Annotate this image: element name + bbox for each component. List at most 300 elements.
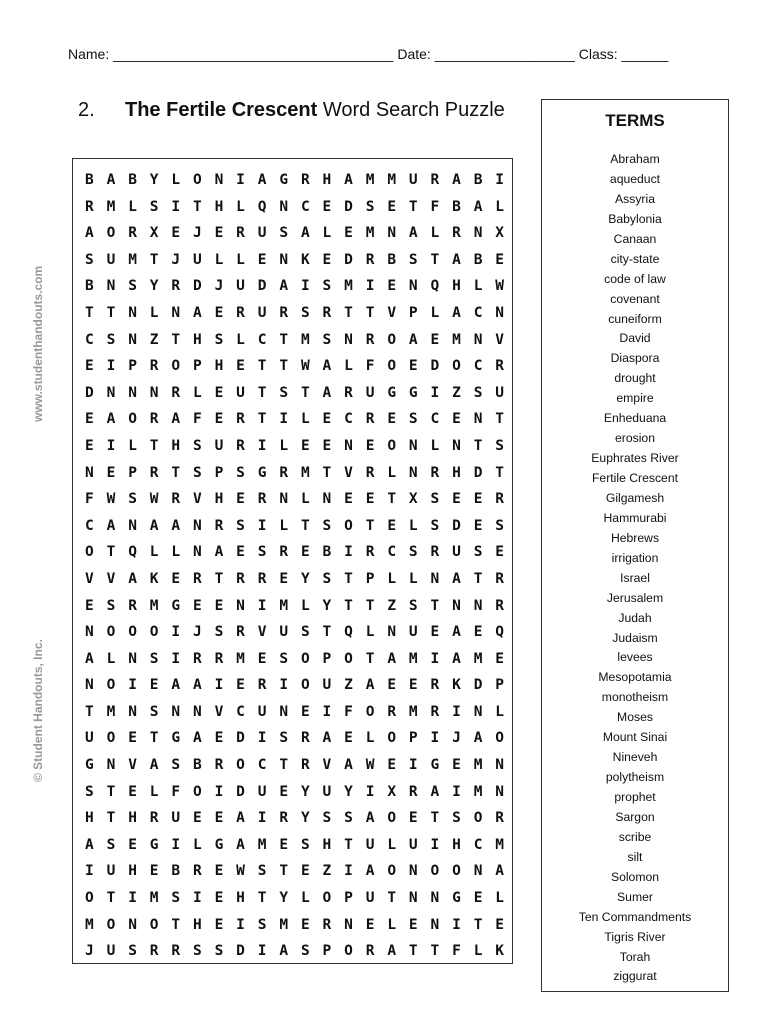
grid-letter[interactable]: T — [365, 517, 375, 534]
grid-letter[interactable]: R — [300, 172, 310, 188]
grid-letter[interactable]: T — [149, 251, 159, 268]
grid-letter[interactable]: P — [322, 650, 332, 667]
grid-letter[interactable]: T — [106, 890, 116, 907]
grid-letter[interactable]: H — [322, 836, 332, 853]
grid-letter[interactable]: F — [85, 491, 94, 508]
grid-letter[interactable]: C — [344, 411, 353, 428]
grid-letter[interactable]: S — [408, 251, 418, 268]
grid-letter[interactable]: E — [408, 810, 418, 827]
grid-letter[interactable]: Y — [149, 172, 159, 188]
grid-letter[interactable]: S — [408, 597, 418, 614]
grid-letter[interactable]: M — [300, 464, 310, 481]
grid-letter[interactable]: N — [430, 570, 440, 587]
grid-letter[interactable]: C — [387, 544, 397, 561]
grid-letter[interactable]: I — [365, 278, 375, 295]
grid-letter[interactable]: L — [387, 836, 397, 853]
grid-letter[interactable]: H — [128, 810, 137, 827]
grid-letter[interactable]: S — [192, 437, 202, 454]
grid-letter[interactable]: S — [430, 517, 440, 534]
grid-letter[interactable]: E — [322, 251, 332, 268]
grid-letter[interactable]: G — [149, 836, 159, 853]
grid-letter[interactable]: I — [257, 597, 267, 614]
grid-letter[interactable]: C — [257, 757, 267, 774]
grid-letter[interactable]: E — [214, 225, 224, 242]
grid-letter[interactable]: I — [106, 437, 116, 454]
grid-letter[interactable]: H — [192, 916, 202, 933]
grid-letter[interactable]: I — [128, 677, 137, 694]
grid-letter[interactable]: E — [452, 411, 461, 428]
grid-letter[interactable]: U — [408, 836, 418, 853]
grid-letter[interactable]: R — [430, 677, 440, 694]
grid-letter[interactable]: M — [85, 916, 94, 933]
grid-letter[interactable]: R — [300, 730, 310, 747]
grid-letter[interactable]: P — [322, 943, 332, 960]
grid-letter[interactable]: E — [408, 358, 418, 375]
grid-letter[interactable]: E — [257, 251, 267, 268]
grid-letter[interactable]: U — [279, 624, 289, 641]
grid-letter[interactable]: A — [85, 836, 94, 853]
grid-letter[interactable]: N — [408, 278, 418, 295]
grid-letter[interactable]: E — [495, 650, 505, 667]
grid-letter[interactable]: S — [236, 517, 245, 534]
grid-letter[interactable]: P — [365, 570, 375, 587]
grid-letter[interactable]: R — [495, 491, 505, 508]
grid-letter[interactable]: V — [192, 491, 202, 508]
grid-letter[interactable]: O — [106, 225, 116, 242]
grid-letter[interactable]: S — [257, 916, 267, 933]
grid-letter[interactable]: L — [128, 198, 137, 215]
grid-letter[interactable]: U — [106, 863, 116, 880]
grid-letter[interactable]: T — [387, 491, 397, 508]
grid-letter[interactable]: D — [452, 517, 461, 534]
grid-letter[interactable]: L — [430, 437, 440, 454]
grid-letter[interactable]: Y — [344, 783, 353, 800]
grid-letter[interactable]: R — [236, 570, 245, 587]
grid-letter[interactable]: E — [171, 225, 181, 242]
grid-letter[interactable]: N — [344, 437, 353, 454]
grid-letter[interactable]: A — [322, 384, 332, 401]
grid-letter[interactable]: E — [387, 198, 397, 215]
grid-letter[interactable]: I — [279, 677, 289, 694]
grid-letter[interactable]: E — [214, 810, 224, 827]
grid-letter[interactable]: N — [408, 464, 418, 481]
grid-letter[interactable]: N — [149, 384, 159, 401]
grid-letter[interactable]: T — [473, 437, 483, 454]
grid-letter[interactable]: N — [128, 650, 137, 667]
grid-letter[interactable]: M — [106, 198, 116, 215]
grid-letter[interactable]: U — [257, 783, 267, 800]
grid-letter[interactable]: E — [214, 304, 224, 321]
grid-letter[interactable]: L — [279, 437, 289, 454]
grid-letter[interactable]: M — [365, 172, 375, 188]
grid-letter[interactable]: T — [322, 624, 332, 641]
grid-letter[interactable]: S — [300, 304, 310, 321]
grid-letter[interactable]: B — [387, 251, 397, 268]
grid-letter[interactable]: I — [452, 703, 461, 720]
grid-letter[interactable]: A — [408, 331, 418, 348]
grid-letter[interactable]: R — [322, 304, 332, 321]
grid-letter[interactable]: N — [128, 304, 137, 321]
grid-letter[interactable]: E — [214, 863, 224, 880]
grid-letter[interactable]: L — [192, 836, 202, 853]
grid-letter[interactable]: I — [128, 890, 137, 907]
grid-letter[interactable]: A — [408, 225, 418, 242]
grid-letter[interactable]: L — [236, 251, 245, 268]
grid-letter[interactable]: B — [473, 251, 483, 268]
grid-letter[interactable]: V — [344, 464, 353, 481]
grid-letter[interactable]: N — [236, 597, 245, 614]
grid-letter[interactable]: Y — [300, 810, 310, 827]
grid-letter[interactable]: Z — [387, 597, 397, 614]
grid-letter[interactable]: R — [365, 331, 375, 348]
grid-letter[interactable]: S — [214, 331, 224, 348]
grid-letter[interactable]: E — [300, 544, 310, 561]
grid-letter[interactable]: A — [365, 677, 375, 694]
grid-letter[interactable]: I — [452, 916, 461, 933]
grid-letter[interactable]: I — [365, 783, 375, 800]
grid-letter[interactable]: I — [430, 384, 440, 401]
grid-letter[interactable]: L — [171, 172, 181, 188]
grid-letter[interactable]: A — [192, 304, 202, 321]
grid-letter[interactable]: A — [322, 730, 332, 747]
grid-letter[interactable]: C — [430, 411, 440, 428]
grid-letter[interactable]: S — [214, 943, 224, 960]
grid-letter[interactable]: E — [344, 730, 353, 747]
grid-letter[interactable]: O — [300, 650, 310, 667]
grid-letter[interactable]: U — [365, 384, 375, 401]
grid-letter[interactable]: C — [473, 836, 483, 853]
grid-letter[interactable]: M — [300, 331, 310, 348]
grid-letter[interactable]: T — [257, 890, 267, 907]
grid-letter[interactable]: L — [300, 890, 310, 907]
grid-letter[interactable]: L — [408, 570, 418, 587]
grid-letter[interactable]: E — [430, 331, 440, 348]
grid-letter[interactable]: U — [236, 384, 245, 401]
grid-letter[interactable]: N — [473, 331, 483, 348]
grid-letter[interactable]: E — [214, 916, 224, 933]
grid-letter[interactable]: O — [365, 703, 375, 720]
grid-letter[interactable]: F — [365, 358, 375, 375]
grid-letter[interactable]: T — [257, 411, 267, 428]
grid-letter[interactable]: M — [452, 331, 461, 348]
grid-letter[interactable]: T — [322, 464, 332, 481]
grid-letter[interactable]: O — [387, 863, 397, 880]
grid-letter[interactable]: S — [344, 810, 353, 827]
grid-letter[interactable]: R — [257, 677, 267, 694]
grid-letter[interactable]: H — [452, 836, 461, 853]
grid-letter[interactable]: P — [344, 890, 353, 907]
grid-letter[interactable]: S — [128, 943, 137, 960]
grid-letter[interactable]: S — [171, 890, 181, 907]
grid-letter[interactable]: Q — [430, 278, 440, 295]
grid-letter[interactable]: N — [495, 783, 505, 800]
grid-letter[interactable]: L — [387, 570, 397, 587]
grid-letter[interactable]: L — [149, 783, 159, 800]
grid-letter[interactable]: N — [408, 437, 418, 454]
grid-letter[interactable]: A — [365, 863, 375, 880]
grid-letter[interactable]: D — [85, 384, 94, 401]
grid-letter[interactable]: A — [387, 943, 397, 960]
grid-letter[interactable]: M — [279, 916, 289, 933]
grid-letter[interactable]: R — [192, 570, 202, 587]
grid-letter[interactable]: U — [106, 943, 116, 960]
grid-letter[interactable]: N — [430, 890, 440, 907]
grid-letter[interactable]: A — [171, 411, 181, 428]
grid-letter[interactable]: I — [171, 650, 181, 667]
grid-letter[interactable]: I — [106, 358, 116, 375]
grid-letter[interactable]: D — [344, 198, 353, 215]
grid-letter[interactable]: N — [473, 597, 483, 614]
grid-letter[interactable]: N — [106, 757, 116, 774]
grid-letter[interactable]: L — [300, 491, 310, 508]
grid-letter[interactable]: N — [85, 677, 94, 694]
grid-letter[interactable]: D — [257, 278, 267, 295]
grid-letter[interactable]: S — [473, 544, 483, 561]
grid-letter[interactable]: A — [85, 225, 94, 242]
grid-letter[interactable]: T — [279, 757, 289, 774]
grid-letter[interactable]: W — [300, 358, 310, 375]
grid-letter[interactable]: S — [322, 517, 332, 534]
grid-letter[interactable]: U — [214, 437, 224, 454]
grid-letter[interactable]: H — [236, 890, 245, 907]
grid-letter[interactable]: I — [257, 437, 267, 454]
grid-letter[interactable]: M — [128, 251, 137, 268]
grid-letter[interactable]: R — [365, 943, 375, 960]
grid-letter[interactable]: S — [257, 863, 267, 880]
grid-letter[interactable]: I — [171, 836, 181, 853]
grid-letter[interactable]: E — [236, 544, 245, 561]
grid-letter[interactable]: R — [236, 411, 245, 428]
grid-letter[interactable]: S — [106, 597, 116, 614]
grid-letter[interactable]: J — [85, 943, 94, 960]
grid-letter[interactable]: R — [408, 783, 418, 800]
grid-letter[interactable]: S — [85, 251, 94, 268]
grid-letter[interactable]: A — [344, 757, 353, 774]
grid-letter[interactable]: L — [430, 304, 440, 321]
grid-letter[interactable]: O — [495, 730, 505, 747]
grid-letter[interactable]: H — [192, 331, 202, 348]
grid-letter[interactable]: S — [365, 198, 375, 215]
grid-letter[interactable]: U — [257, 703, 267, 720]
grid-letter[interactable]: H — [171, 437, 181, 454]
grid-letter[interactable]: A — [128, 570, 137, 587]
grid-letter[interactable]: O — [149, 916, 159, 933]
grid-letter[interactable]: G — [257, 464, 267, 481]
grid-letter[interactable]: B — [85, 278, 94, 295]
grid-letter[interactable]: T — [171, 916, 181, 933]
grid-letter[interactable]: E — [149, 863, 159, 880]
grid-letter[interactable]: U — [257, 304, 267, 321]
grid-letter[interactable]: R — [171, 278, 181, 295]
grid-letter[interactable]: E — [85, 358, 94, 375]
grid-letter[interactable]: V — [257, 624, 267, 641]
grid-letter[interactable]: E — [322, 198, 332, 215]
grid-letter[interactable]: R — [495, 597, 505, 614]
grid-letter[interactable]: G — [279, 172, 289, 188]
grid-letter[interactable]: T — [279, 358, 289, 375]
grid-letter[interactable]: S — [106, 331, 116, 348]
grid-letter[interactable]: R — [257, 491, 267, 508]
grid-letter[interactable]: U — [322, 677, 332, 694]
grid-letter[interactable]: E — [387, 411, 397, 428]
grid-letter[interactable]: I — [257, 730, 267, 747]
grid-letter[interactable]: O — [300, 677, 310, 694]
grid-letter[interactable]: R — [214, 650, 224, 667]
grid-letter[interactable]: I — [344, 544, 353, 561]
grid-letter[interactable]: P — [408, 730, 418, 747]
grid-letter[interactable]: E — [85, 597, 94, 614]
grid-letter[interactable]: N — [322, 491, 332, 508]
grid-letter[interactable]: R — [128, 225, 137, 242]
grid-letter[interactable]: B — [128, 172, 137, 188]
grid-letter[interactable]: C — [85, 517, 94, 534]
grid-letter[interactable]: F — [344, 703, 353, 720]
grid-letter[interactable]: J — [171, 251, 181, 268]
grid-letter[interactable]: A — [344, 172, 353, 188]
grid-letter[interactable]: R — [365, 411, 375, 428]
grid-letter[interactable]: O — [452, 863, 461, 880]
grid-letter[interactable]: T — [149, 730, 159, 747]
grid-letter[interactable]: W — [149, 491, 159, 508]
grid-letter[interactable]: S — [279, 650, 289, 667]
grid-letter[interactable]: L — [236, 331, 245, 348]
grid-letter[interactable]: I — [430, 730, 440, 747]
grid-letter[interactable]: B — [322, 544, 332, 561]
grid-letter[interactable]: O — [106, 677, 116, 694]
grid-letter[interactable]: R — [257, 570, 267, 587]
grid-letter[interactable]: N — [85, 624, 94, 641]
grid-letter[interactable]: M — [387, 172, 397, 188]
grid-letter[interactable]: E — [387, 757, 397, 774]
grid-letter[interactable]: U — [365, 836, 375, 853]
grid-letter[interactable]: H — [85, 810, 94, 827]
grid-letter[interactable]: L — [430, 225, 440, 242]
grid-letter[interactable]: A — [279, 943, 289, 960]
grid-letter[interactable]: N — [344, 916, 353, 933]
grid-letter[interactable]: S — [279, 225, 289, 242]
grid-letter[interactable]: X — [495, 225, 505, 242]
grid-letter[interactable]: T — [387, 890, 397, 907]
grid-letter[interactable]: R — [322, 916, 332, 933]
grid-letter[interactable]: A — [106, 411, 116, 428]
grid-letter[interactable]: E — [365, 916, 375, 933]
grid-letter[interactable]: T — [300, 517, 310, 534]
grid-letter[interactable]: M — [365, 225, 375, 242]
grid-letter[interactable]: O — [149, 624, 159, 641]
grid-letter[interactable]: P — [408, 304, 418, 321]
grid-letter[interactable]: I — [300, 278, 310, 295]
grid-letter[interactable]: E — [128, 783, 137, 800]
grid-letter[interactable]: R — [387, 703, 397, 720]
grid-letter[interactable]: L — [171, 544, 181, 561]
grid-letter[interactable]: R — [171, 943, 181, 960]
grid-letter[interactable]: R — [430, 172, 440, 188]
grid-letter[interactable]: A — [300, 225, 310, 242]
grid-letter[interactable]: Q — [257, 198, 267, 215]
grid-letter[interactable]: I — [452, 783, 461, 800]
grid-letter[interactable]: S — [106, 836, 116, 853]
grid-letter[interactable]: N — [128, 384, 137, 401]
grid-letter[interactable]: M — [257, 836, 267, 853]
grid-letter[interactable]: A — [452, 624, 461, 641]
grid-letter[interactable]: B — [452, 198, 461, 215]
grid-letter[interactable]: T — [344, 836, 353, 853]
grid-letter[interactable]: E — [408, 677, 418, 694]
grid-letter[interactable]: A — [192, 730, 202, 747]
grid-letter[interactable]: Z — [344, 677, 353, 694]
grid-letter[interactable]: T — [171, 464, 181, 481]
grid-letter[interactable]: E — [495, 544, 505, 561]
grid-letter[interactable]: N — [430, 916, 440, 933]
grid-letter[interactable]: U — [452, 544, 461, 561]
grid-letter[interactable]: R — [236, 304, 245, 321]
grid-letter[interactable]: P — [128, 358, 137, 375]
grid-letter[interactable]: U — [192, 251, 202, 268]
grid-letter[interactable]: E — [128, 836, 137, 853]
grid-letter[interactable]: T — [106, 783, 116, 800]
grid-letter[interactable]: U — [171, 810, 181, 827]
grid-letter[interactable]: R — [236, 437, 245, 454]
grid-letter[interactable]: O — [387, 331, 397, 348]
grid-letter[interactable]: V — [106, 570, 116, 587]
grid-letter[interactable]: D — [473, 464, 483, 481]
grid-letter[interactable]: S — [452, 810, 461, 827]
grid-letter[interactable]: S — [495, 517, 505, 534]
grid-letter[interactable]: H — [214, 198, 224, 215]
grid-letter[interactable]: S — [128, 278, 137, 295]
grid-letter[interactable]: H — [128, 863, 137, 880]
grid-letter[interactable]: L — [279, 517, 289, 534]
grid-letter[interactable]: U — [495, 384, 505, 401]
grid-letter[interactable]: G — [408, 384, 418, 401]
grid-letter[interactable]: N — [192, 703, 202, 720]
grid-letter[interactable]: R — [149, 943, 159, 960]
grid-letter[interactable]: N — [473, 225, 483, 242]
grid-letter[interactable]: K — [452, 677, 461, 694]
grid-letter[interactable]: L — [344, 358, 353, 375]
grid-letter[interactable]: I — [214, 783, 224, 800]
grid-letter[interactable]: R — [300, 757, 310, 774]
grid-letter[interactable]: R — [365, 464, 375, 481]
grid-letter[interactable]: A — [430, 783, 440, 800]
grid-letter[interactable]: G — [85, 757, 94, 774]
grid-letter[interactable]: L — [387, 464, 397, 481]
grid-letter[interactable]: R — [192, 863, 202, 880]
grid-letter[interactable]: D — [473, 677, 483, 694]
grid-letter[interactable]: S — [322, 278, 332, 295]
grid-letter[interactable]: E — [192, 810, 202, 827]
grid-letter[interactable]: M — [408, 650, 418, 667]
grid-letter[interactable]: O — [387, 358, 397, 375]
grid-letter[interactable]: B — [85, 172, 94, 188]
grid-letter[interactable]: A — [214, 544, 224, 561]
grid-letter[interactable]: M — [149, 890, 159, 907]
grid-letter[interactable]: F — [430, 198, 440, 215]
grid-letter[interactable]: L — [365, 624, 375, 641]
grid-letter[interactable]: T — [473, 916, 483, 933]
grid-letter[interactable]: U — [408, 172, 418, 188]
grid-letter[interactable]: Z — [322, 863, 332, 880]
grid-letter[interactable]: K — [300, 251, 310, 268]
grid-letter[interactable]: R — [279, 810, 289, 827]
grid-letter[interactable]: E — [365, 437, 375, 454]
grid-letter[interactable]: R — [85, 198, 94, 215]
grid-letter[interactable]: E — [149, 677, 159, 694]
grid-letter[interactable]: A — [85, 650, 94, 667]
grid-letter[interactable]: I — [257, 517, 267, 534]
grid-letter[interactable]: L — [473, 943, 483, 960]
grid-letter[interactable]: S — [171, 757, 181, 774]
